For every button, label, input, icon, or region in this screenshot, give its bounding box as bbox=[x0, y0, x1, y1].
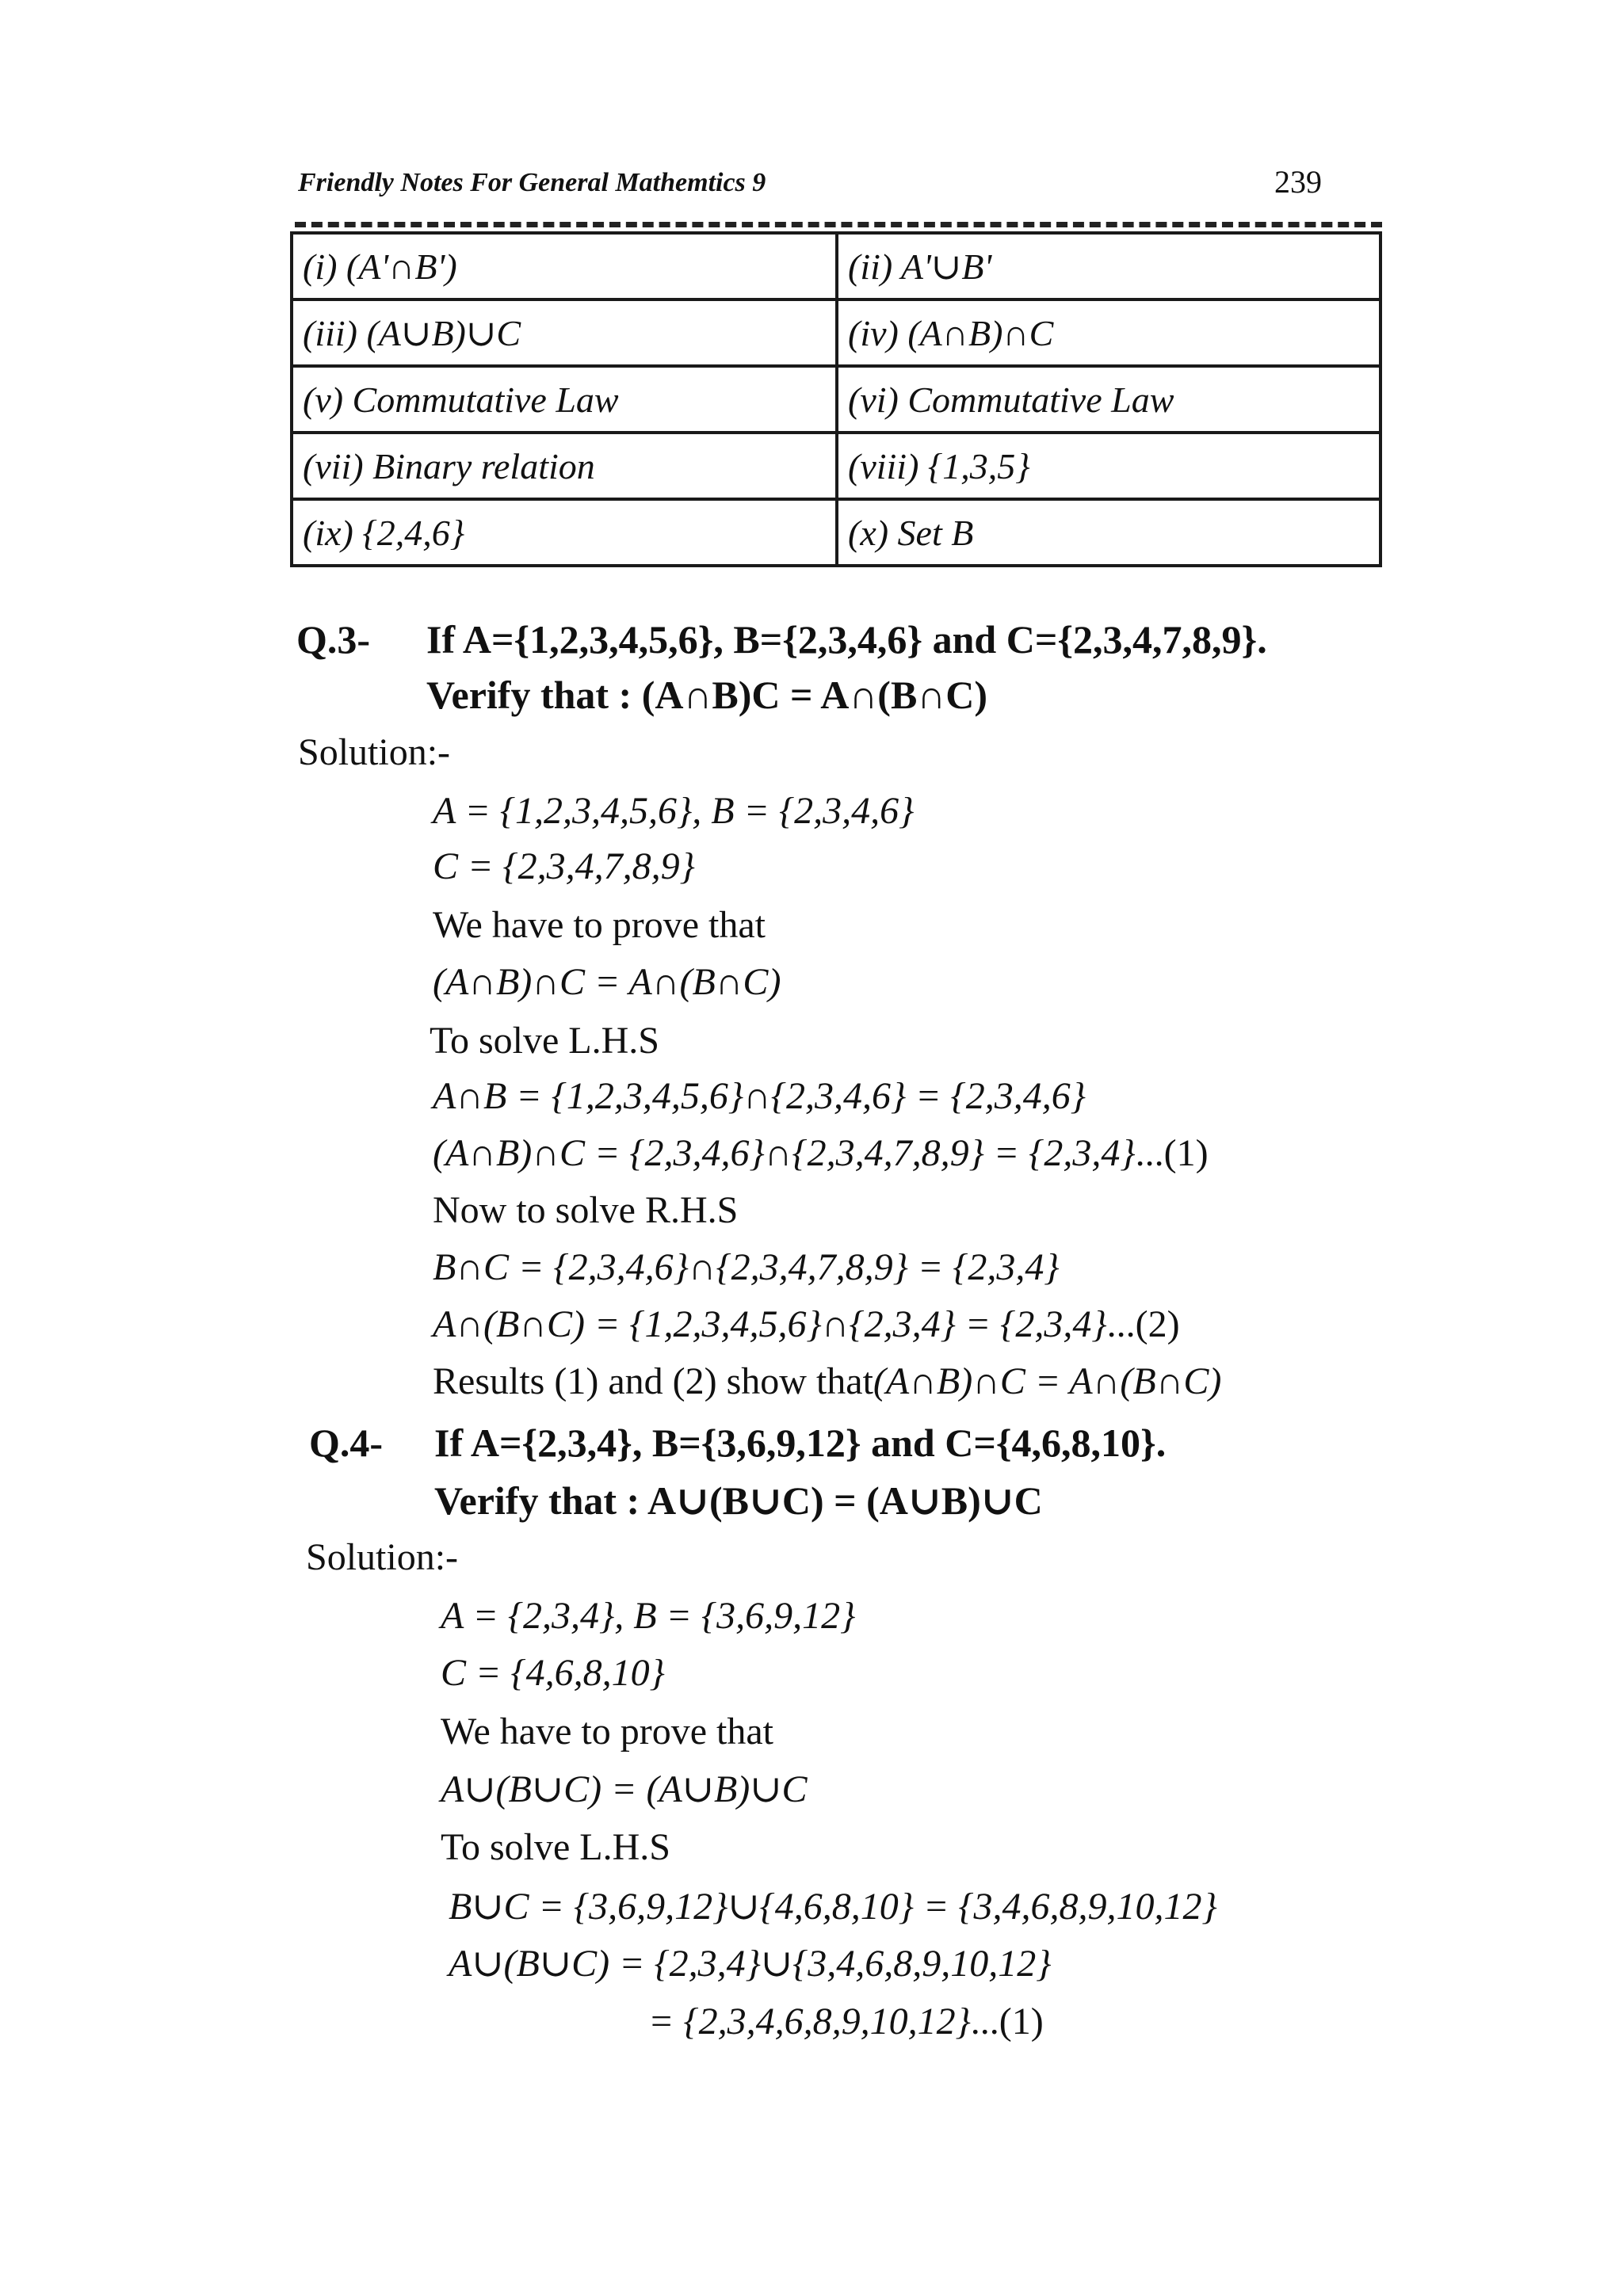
question-statement: If A={1,2,3,4,5,6}, B={2,3,4,6} and C={2,3,4,7,8,9}. bbox=[426, 617, 1267, 662]
book-title: Friendly Notes For General Mathemtics 9 bbox=[298, 168, 766, 197]
lhs-step: B∪C = {3,6,9,12}∪{4,6,8,10} = {3,4,6,8,9,10,12} bbox=[449, 1886, 1217, 1928]
page-number: 239 bbox=[1274, 164, 1322, 200]
question-verify: Verify that : A∪(B∪C) = (A∪B)∪C bbox=[434, 1478, 1043, 1523]
solution-label: Solution:- bbox=[298, 731, 451, 773]
lhs-label: To solve L.H.S bbox=[430, 1020, 659, 1062]
question-number: Q.4- bbox=[309, 1421, 384, 1465]
lhs-step bbox=[433, 1131, 1209, 1175]
table-cell: (vi) Commutative Law bbox=[837, 366, 1381, 433]
prove-label: We have to prove that bbox=[441, 1711, 773, 1753]
question-number: Q.3- bbox=[296, 617, 371, 662]
rhs-step bbox=[433, 1302, 1180, 1346]
prove-expression: A∪(B∪C) = (A∪B)∪C bbox=[441, 1768, 808, 1810]
given-sets: A = {2,3,4}, B = {3,6,9,12} bbox=[441, 1595, 856, 1637]
answers-table bbox=[290, 231, 1382, 567]
prove-label: We have to prove that bbox=[433, 904, 766, 946]
header-divider bbox=[295, 222, 1382, 227]
equation-tag: ...(1) bbox=[970, 2000, 1044, 2042]
result-text: Results (1) and (2) show that bbox=[433, 1360, 873, 1402]
solution-label: Solution:- bbox=[306, 1536, 459, 1578]
lhs-step bbox=[648, 2000, 1044, 2043]
given-sets: C = {4,6,8,10} bbox=[441, 1652, 665, 1694]
table-cell: (iii) (A∪B)∪C bbox=[292, 299, 837, 366]
given-sets: C = {2,3,4,7,8,9} bbox=[433, 845, 695, 887]
table-cell: (ii) A'∪B' bbox=[837, 233, 1381, 299]
rhs-step: B∩C = {2,3,4,6}∩{2,3,4,7,8,9} = {2,3,4} bbox=[433, 1246, 1060, 1288]
result-expression: (A∩B)∩C = A∩(B∩C) bbox=[873, 1360, 1222, 1402]
table-row bbox=[292, 299, 1381, 366]
table-row bbox=[292, 233, 1381, 299]
lhs-label: To solve L.H.S bbox=[441, 1826, 670, 1868]
table-row bbox=[292, 433, 1381, 499]
table-row bbox=[292, 366, 1381, 433]
table-cell: (v) Commutative Law bbox=[292, 366, 837, 433]
prove-expression: (A∩B)∩C = A∩(B∩C) bbox=[433, 961, 781, 1003]
result-statement bbox=[433, 1360, 1221, 1403]
table-cell: (viii) {1,3,5} bbox=[837, 433, 1381, 499]
table-cell: (x) Set B bbox=[837, 499, 1381, 566]
rhs-label: Now to solve R.H.S bbox=[433, 1189, 739, 1231]
question-verify: Verify that : (A∩B)C = A∩(B∩C) bbox=[426, 673, 987, 717]
question-statement: If A={2,3,4}, B={3,6,9,12} and C={4,6,8,10}. bbox=[434, 1421, 1167, 1465]
lhs-step-expr: (A∩B)∩C = {2,3,4,6}∩{2,3,4,7,8,9} = {2,3,4} bbox=[433, 1132, 1136, 1174]
lhs-step: A∩B = {1,2,3,4,5,6}∩{2,3,4,6} = {2,3,4,6} bbox=[433, 1075, 1086, 1117]
equation-tag: ...(1) bbox=[1135, 1132, 1209, 1174]
rhs-step-expr: A∩(B∩C) = {1,2,3,4,5,6}∩{2,3,4} = {2,3,4} bbox=[433, 1303, 1107, 1345]
table-row bbox=[292, 499, 1381, 566]
equation-tag: ...(2) bbox=[1106, 1303, 1180, 1345]
given-sets: A = {1,2,3,4,5,6}, B = {2,3,4,6} bbox=[433, 790, 915, 832]
table-cell: (i) (A'∩B') bbox=[292, 233, 837, 299]
table-cell: (iv) (A∩B)∩C bbox=[837, 299, 1381, 366]
table-cell: (ix) {2,4,6} bbox=[292, 499, 837, 566]
lhs-step: A∪(B∪C) = {2,3,4}∪{3,4,6,8,9,10,12} bbox=[449, 1943, 1052, 1985]
lhs-step-expr: = {2,3,4,6,8,9,10,12} bbox=[648, 2000, 971, 2042]
table-cell: (vii) Binary relation bbox=[292, 433, 837, 499]
